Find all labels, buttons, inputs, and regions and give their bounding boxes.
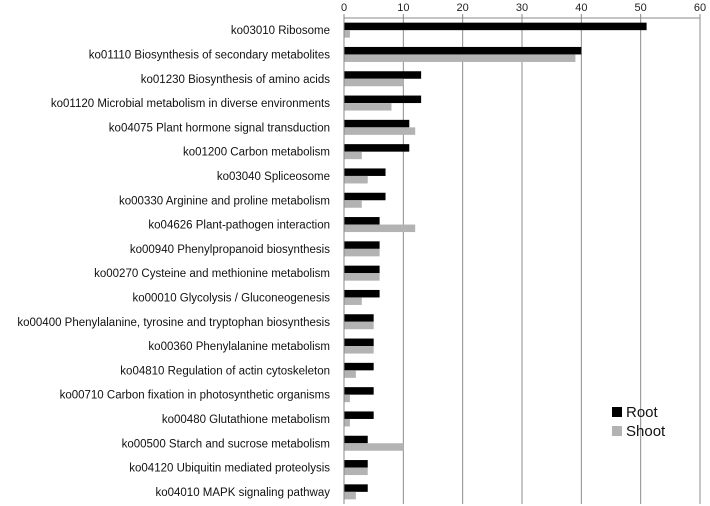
bar-shoot — [344, 370, 356, 378]
bar-shoot — [344, 322, 374, 330]
category-label: ko00010 Glycolysis / Gluconeogenesis — [132, 292, 330, 305]
category-label: ko00270 Cysteine and methionine metabolism — [94, 268, 330, 281]
category-label: ko00710 Carbon fixation in photosynthetic organisms — [59, 389, 330, 402]
bars — [344, 23, 647, 500]
category-label: ko01230 Biosynthesis of amino acids — [140, 73, 330, 86]
x-tick-label: 50 — [634, 2, 647, 14]
bar-root — [344, 314, 374, 322]
category-label: ko00330 Arginine and proline metabolism — [119, 195, 330, 208]
legend-swatch-shoot — [612, 426, 622, 436]
bar-root — [344, 47, 581, 55]
category-label: ko03010 Ribosome — [230, 25, 330, 38]
bar-root — [344, 484, 368, 492]
bar-shoot — [344, 176, 368, 184]
category-label: ko04010 MAPK signaling pathway — [155, 486, 330, 499]
category-labels — [17, 25, 330, 499]
bar-shoot — [344, 152, 362, 160]
x-axis-ticks — [341, 2, 706, 18]
bar-root — [344, 436, 368, 444]
bar-root — [344, 460, 368, 468]
bar-root — [344, 387, 374, 395]
bar-root — [344, 411, 374, 419]
bar-shoot — [344, 419, 350, 427]
category-label: ko04626 Plant-pathogen interaction — [148, 219, 330, 232]
legend-swatch-root — [612, 407, 622, 417]
category-label: ko00400 Phenylalanine, tyrosine and tryptophan biosynthesis — [17, 316, 330, 329]
bar-root — [344, 241, 380, 249]
category-label: ko00500 Starch and sucrose metabolism — [121, 438, 330, 451]
legend-label-root: Root — [626, 404, 658, 421]
bar-root — [344, 193, 386, 201]
category-label: ko01110 Biosynthesis of secondary metabolites — [88, 49, 330, 62]
bar-shoot — [344, 273, 380, 281]
category-label: ko04075 Plant hormone signal transduction — [108, 122, 330, 135]
category-label: ko00360 Phenylalanine metabolism — [148, 341, 330, 354]
bar-root — [344, 217, 380, 225]
bar-root — [344, 23, 647, 31]
bar-shoot — [344, 127, 415, 135]
category-label: ko00480 Glutathione metabolism — [161, 413, 330, 426]
legend — [612, 404, 666, 440]
x-tick-label: 40 — [575, 2, 588, 14]
bar-root — [344, 266, 380, 274]
category-label: ko01120 Microbial metabolism in diverse environments — [50, 98, 330, 111]
bar-root — [344, 120, 409, 128]
bar-root — [344, 144, 409, 152]
bar-shoot — [344, 443, 403, 451]
bar-shoot — [344, 103, 391, 111]
legend-label-shoot: Shoot — [626, 423, 666, 440]
bar-shoot — [344, 54, 575, 62]
bar-root — [344, 96, 421, 104]
bar-root — [344, 71, 421, 79]
category-label: ko00940 Phenylpropanoid biosynthesis — [129, 243, 330, 256]
bar-root — [344, 363, 374, 371]
bar-shoot — [344, 225, 415, 233]
category-label: ko03040 Spliceosome — [216, 170, 330, 183]
bar-shoot — [344, 79, 403, 87]
bar-shoot — [344, 395, 350, 403]
category-label: ko04810 Regulation of actin cytoskeleton — [120, 365, 330, 378]
bar-root — [344, 168, 386, 176]
bar-root — [344, 290, 380, 298]
category-label: ko04120 Ubiquitin mediated proteolysis — [129, 462, 330, 475]
x-tick-label: 0 — [340, 2, 348, 14]
bar-shoot — [344, 30, 350, 38]
x-tick-label: 60 — [693, 2, 707, 14]
bar-shoot — [344, 492, 356, 500]
x-tick-label: 30 — [515, 2, 529, 14]
bar-shoot — [344, 468, 368, 476]
bar-shoot — [344, 346, 374, 354]
bar-shoot — [344, 200, 362, 208]
x-tick-label: 10 — [397, 2, 410, 14]
bar-root — [344, 339, 374, 347]
category-label: ko01200 Carbon metabolism — [182, 146, 330, 159]
bar-shoot — [344, 249, 380, 257]
bar-shoot — [344, 297, 362, 305]
x-tick-label: 20 — [456, 2, 469, 14]
